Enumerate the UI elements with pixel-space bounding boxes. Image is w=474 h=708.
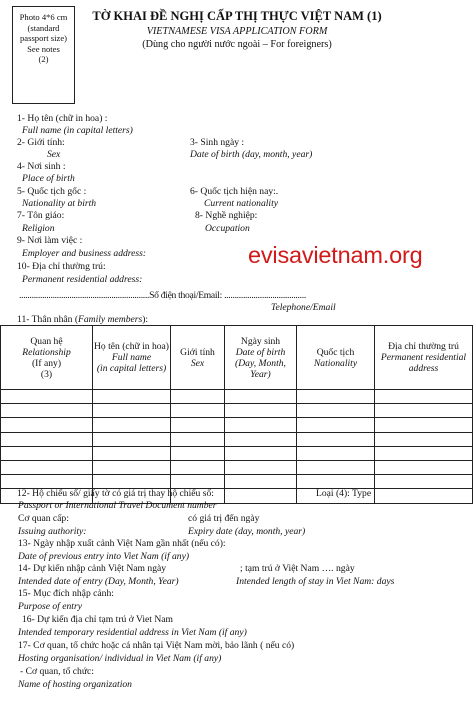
hosting-org-label-en: Name of hosting organization xyxy=(18,679,132,690)
field-2-label-en: Sex xyxy=(47,149,61,160)
expiry-date-label-en: Expiry date (day, month, year) xyxy=(188,526,306,537)
header-en: Relationship xyxy=(22,346,71,358)
table-cell[interactable] xyxy=(171,432,225,446)
field-5-label: 5- Quốc tịch gốc : xyxy=(17,186,87,197)
table-cell[interactable] xyxy=(297,446,375,460)
field-13-label-en: Date of previous entry into Viet Nam (if any) xyxy=(18,551,190,562)
col-date-of-birth xyxy=(225,326,297,390)
table-cell[interactable] xyxy=(93,475,171,489)
field-5-label-en: Nationality at birth xyxy=(22,198,97,209)
photo-line: (standard xyxy=(27,22,60,33)
table-cell[interactable] xyxy=(297,460,375,474)
table-cell[interactable] xyxy=(225,432,297,446)
field-10-label: 10- Địa chỉ thường trú: xyxy=(17,261,106,272)
family-members-table xyxy=(0,325,473,504)
field-1-label-en: Full name (in capital letters) xyxy=(22,125,133,136)
field-14-label: 14- Dự kiến nhập cảnh Việt Nam ngày xyxy=(18,563,167,574)
table-cell[interactable] xyxy=(375,432,473,446)
table-row xyxy=(1,418,473,432)
table-cell[interactable] xyxy=(375,418,473,432)
field-3-label: 3- Sinh ngày : xyxy=(190,137,245,148)
header-en: Permanent residential address xyxy=(380,352,467,374)
table-cell[interactable] xyxy=(375,489,473,503)
field-3-label-en: Date of birth (day, month, year) xyxy=(190,149,313,160)
header-extra: (If any) xyxy=(31,357,62,369)
table-row xyxy=(1,404,473,418)
table-cell[interactable] xyxy=(297,418,375,432)
field-2-label: 2- Giới tính: xyxy=(17,137,65,148)
table-cell[interactable] xyxy=(225,404,297,418)
table-row xyxy=(1,475,473,489)
col-nationality xyxy=(297,326,375,390)
table-cell[interactable] xyxy=(297,404,375,418)
table-header-row xyxy=(1,326,473,390)
field-9-label-en: Employer and business address: xyxy=(22,248,147,259)
photo-line: (2) xyxy=(38,54,49,64)
table-cell[interactable] xyxy=(93,432,171,446)
field-11-label-en: Family members xyxy=(78,314,143,325)
table-cell[interactable] xyxy=(375,404,473,418)
form-title: TỜ KHAI ĐỀ NGHỊ CẤP THỊ THỰC VIỆT NAM (1) xyxy=(92,9,382,23)
issuing-authority-label: Cơ quan cấp: xyxy=(18,513,69,524)
table-cell[interactable] xyxy=(225,446,297,460)
table-cell[interactable] xyxy=(375,446,473,460)
table-cell[interactable] xyxy=(171,404,225,418)
field-17-label: 17- Cơ quan, tổ chức hoặc cá nhân tại Việt Nam mời, bảo lãnh ( nếu có) xyxy=(18,640,295,651)
photo-line: Photo 4*6 cm xyxy=(19,12,68,22)
table-row xyxy=(1,446,473,460)
field-9-label: 9- Nơi làm việc : xyxy=(17,235,83,246)
field-4-label-en: Place of birth xyxy=(22,173,75,184)
field-14-stay-label-en: Intended length of stay in Viet Nam: days xyxy=(236,576,395,587)
table-row xyxy=(1,460,473,474)
table-cell[interactable] xyxy=(1,418,93,432)
issuing-authority-label-en: Issuing authority: xyxy=(18,526,87,537)
phone-email-line: ..............................................................Số điện thoại/Email: ....................................... xyxy=(19,290,306,301)
col-sex xyxy=(171,326,225,390)
table-cell[interactable] xyxy=(171,460,225,474)
field-4-label: 4- Nơi sinh : xyxy=(17,161,66,172)
col-address xyxy=(375,326,473,390)
field-7-label-en: Religion xyxy=(22,223,55,234)
table-cell[interactable] xyxy=(171,446,225,460)
field-12-type-label: Loại (4): Type xyxy=(316,488,372,499)
field-15-label-en: Purpose of entry xyxy=(18,601,82,612)
field-13-label: 13- Ngày nhập xuất cảnh Việt Nam gần nhất (nếu có): xyxy=(18,538,226,549)
table-cell[interactable] xyxy=(225,489,297,503)
table-cell[interactable] xyxy=(225,475,297,489)
field-15-label: 15- Mục đích nhập cảnh: xyxy=(18,588,114,599)
header-extra: (in capital letters) xyxy=(96,363,167,374)
header-en: Sex xyxy=(190,357,205,369)
header-en: Full name xyxy=(111,352,152,363)
field-1-label: 1- Họ tên (chữ in hoa) : xyxy=(17,113,108,124)
table-row xyxy=(1,432,473,446)
table-cell[interactable] xyxy=(375,475,473,489)
field-11-label-end: ): xyxy=(142,314,149,325)
table-cell[interactable] xyxy=(225,418,297,432)
table-cell[interactable] xyxy=(93,404,171,418)
hosting-org-label: - Cơ quan, tổ chức: xyxy=(20,666,94,677)
table-cell[interactable] xyxy=(1,404,93,418)
field-14-stay-label: ; tạm trú ở Việt Nam …. ngày xyxy=(240,563,355,574)
field-8-label-en: Occupation xyxy=(205,223,250,234)
header-vn: Địa chỉ thường trú xyxy=(388,341,459,352)
table-cell[interactable] xyxy=(171,475,225,489)
header-vn: Quốc tịch xyxy=(316,346,355,358)
header-en: Nationality xyxy=(313,357,358,369)
field-16-label: 16- Dự kiến địa chỉ tạm trú ở Viet Nam xyxy=(22,614,173,625)
form-subtitle: VIETNAMESE VISA APPLICATION FORM xyxy=(146,26,328,37)
field-10-label-en: Permanent residential address: xyxy=(22,274,143,285)
table-cell[interactable] xyxy=(375,390,473,404)
field-7-label: 7- Tôn giáo: xyxy=(17,210,65,221)
table-row xyxy=(1,390,473,404)
table-cell[interactable] xyxy=(1,460,93,474)
field-14-label-en: Intended date of entry (Day, Month, Year) xyxy=(18,576,179,587)
col-full-name xyxy=(93,326,171,390)
header-extra: (3) xyxy=(40,368,53,380)
field-11-label xyxy=(17,314,148,325)
table-cell[interactable] xyxy=(297,475,375,489)
field-6-label: 6- Quốc tịch hiện nay:. xyxy=(190,186,279,197)
table-cell[interactable] xyxy=(1,390,93,404)
field-16-label-en: Intended temporary residential address in Viet Nam (if any) xyxy=(18,627,247,638)
field-12-label: 12- Hộ chiếu số/ giấy tờ có giá trị thay hộ chiếu số: xyxy=(17,488,214,499)
photo-line: passport size) xyxy=(19,33,67,43)
table-cell[interactable] xyxy=(225,460,297,474)
table-cell[interactable] xyxy=(93,390,171,404)
field-8-label: 8- Nghề nghiệp: xyxy=(195,210,258,221)
table-cell[interactable] xyxy=(1,475,93,489)
field-17-label-en: Hosting organisation/ individual in Viet Nam (if any) xyxy=(18,653,222,664)
field-6-label-en: Current nationality xyxy=(204,198,278,209)
form-note: (Dùng cho người nước ngoài – For foreigners) xyxy=(142,39,332,50)
col-relationship xyxy=(1,326,93,390)
photo-line: See notes xyxy=(27,43,60,54)
table-cell[interactable] xyxy=(297,390,375,404)
header-vn: Họ tên (chữ in hoa) xyxy=(94,341,169,352)
valid-until-label: có giá trị đến ngày xyxy=(188,513,260,524)
header-vn: Giới tính xyxy=(180,346,215,358)
table-cell[interactable] xyxy=(375,460,473,474)
field-12-label-en: Passport or International Travel Document number xyxy=(18,500,217,511)
table-cell[interactable] xyxy=(1,432,93,446)
field-11-label-vn: 11- Thân nhân ( xyxy=(17,314,79,325)
watermark-text: evisavietnam.org xyxy=(248,242,423,268)
table-cell[interactable] xyxy=(93,460,171,474)
table-cell[interactable] xyxy=(93,418,171,432)
table-cell[interactable] xyxy=(1,446,93,460)
table-cell[interactable] xyxy=(93,446,171,460)
table-cell[interactable] xyxy=(225,390,297,404)
table-cell[interactable] xyxy=(297,432,375,446)
table-cell[interactable] xyxy=(171,390,225,404)
header-vn: Ngày sinh xyxy=(240,335,281,347)
header-vn: Quan hệ xyxy=(30,335,63,347)
phone-email-label-en: Telephone/Email xyxy=(271,302,336,313)
header-en: Date of birth (Day, Month, Year) xyxy=(235,346,286,380)
table-cell[interactable] xyxy=(171,418,225,432)
